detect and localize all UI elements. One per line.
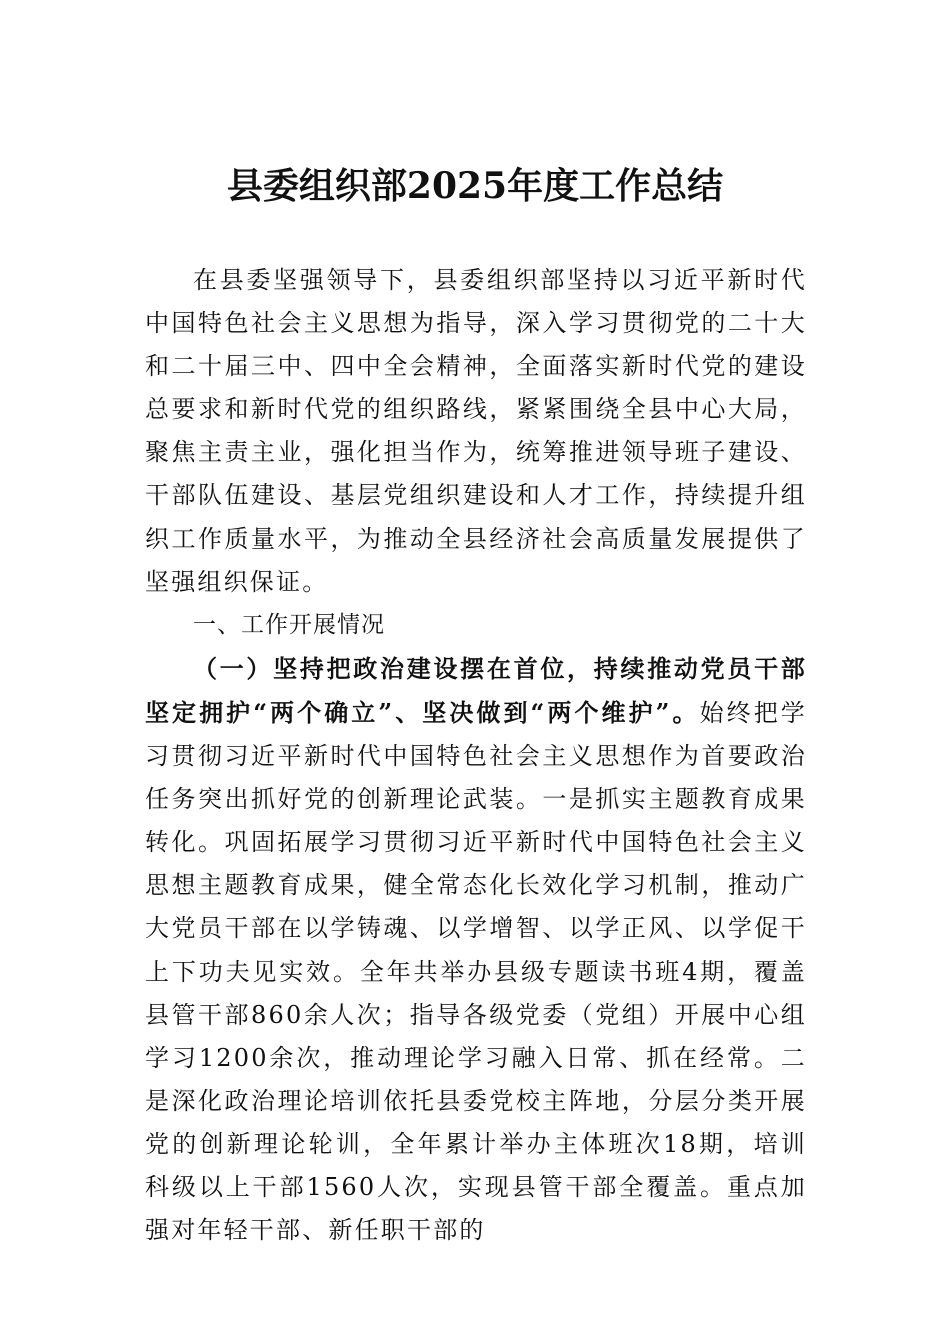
section-heading: 一、工作开展情况: [193, 611, 385, 638]
item-body: 始终把学习贯彻习近平新时代中国特色社会主义思想作为首要政治任务突出抓好党的创新理论武装。一是抓实主题教育成果转化。巩固拓展学习贯彻习近平新时代中国特色社会主义思想主题教育成果，健全常态化长效化学习机制，推动广大党员干部在以学铸魂、以学增智、以学正风、以学促干上下功夫见实效。全年共举办县级专题读书班4期，覆盖县管干部860余人次；指导各级党委（党组）开展中心组学习1200余次，推动理论学习融入日常、抓在经常。二是深化政治理论培训依托县委党校主阵地，分层分类开展党的创新理论轮训，全年累计举办主体班次18期，培训科级以上干部1560人次，实现县管干部全覆盖。重点加强对年轻干部、新任职干部的: [145, 698, 807, 1245]
item-title: （一）坚持把政治建设摆在首位，持续推动党员干部坚定拥护“两个确立”、坚决做到“两个维护”。: [145, 653, 807, 727]
intro-paragraph: 在县委坚强领导下，县委组织部坚持以习近平新时代中国特色社会主义思想为指导，深入学习贯彻党的二十大和二十届三中、四中全会精神，全面落实新时代党的建设总要求和新时代党的组织路线，紧紧围绕全县中心大局，聚焦主责主业，强化担当作为，统筹推进领导班子建设、干部队伍建设、基层党组织建设和人才工作，持续提升组织工作质量水平，为推动全县经济社会高质量发展提供了坚强组织保证。: [145, 266, 807, 596]
document-body: [145, 259, 807, 1252]
item-paragraph: [145, 647, 807, 1252]
document-title: 县委组织部2025年度工作总结: [226, 165, 724, 207]
